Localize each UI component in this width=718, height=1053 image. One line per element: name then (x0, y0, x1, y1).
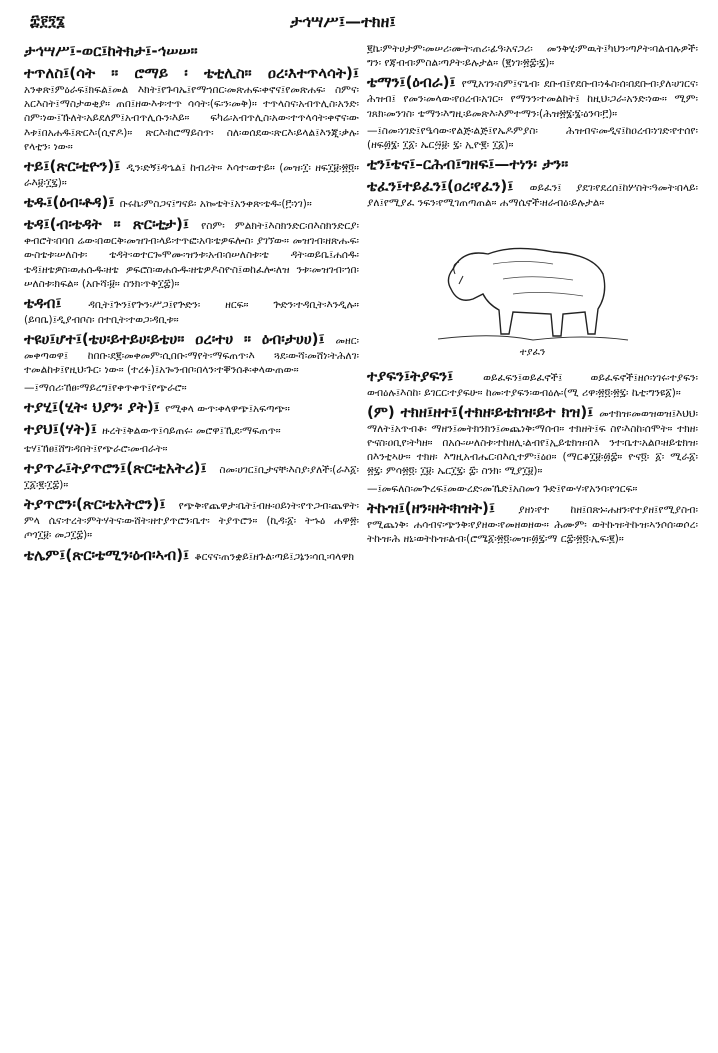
running-title: ታኅሣሥ፤—ተክዘ፤ (290, 12, 396, 31)
entry-definition: የሚቀላ ውጥ፡ቀላዋጭ፤አፍጣጭ። (165, 402, 290, 415)
entry-definition: —፤መፍለስ፡መጕረፍ፤መውረድ፡መኼድ፤አስመጎ ጉድ፤የውሃ፡የአንባ፡የጎርፍ። (367, 482, 638, 495)
entry-headword: ቴሌም፤(ጽር፡ቴሚን፡ዕብ፡ኣብ)፤ (24, 545, 195, 564)
entry-headword: ቴዳ፤(ብ፡ቴዳት ። ጽር፡ቲታ)፤ (24, 215, 202, 234)
dictionary-entry (24, 398, 359, 417)
entry-headword: ቴፈን፤ተይፈን፤(ዐረ፡የፈን)፤ (367, 177, 530, 196)
dictionary-entry (367, 367, 698, 400)
dictionary-entry (24, 330, 359, 377)
entry-definition: —፤ማሰሪ፡ኸፀ፡ማይረግ፤የቀጥቀጥ፤የጭራሮ። (24, 381, 187, 394)
page-number: ፰፻፺፮ (30, 12, 65, 30)
entry-headword: ታኅሣሥ፤-ወር፤ከትክታ፤-ኅሠሠ። (24, 42, 198, 60)
entry-definition: የስም፡ ምልክት፤እስክንድር፡በእስክንድርያ፡ቀብሮት፡በባበ ሬው፡በወርቅ፡መዝገብ፡ላይ፡ተጥፎ፡አባ፡ቴዎፍሎስ፡ ያገኘው። መዝገብ፡ዘጽሑፍ፡ውስቴቱ፡ሠለስቱ፡ ቴዳት፡ወተርጐሞሙ፡ዝንቱ፡አብ፡ሰሠለስቱ፡ቴ ዳት፡ወይቤ፤ሐሰዱ፡ቴዳ፤ዘቴዎስ፡ወሐሱዱ፡ዘቴ ዎፍሮስ፡ወሐሱዱ፡ዘቴዎዶስዮስ፤ወከፈሎ፡ለዝ ንቱ፡መዝገብ፡ኀበ፡ሠለስቱ፡ክፍል። (አቡሻ፡፱። ስንክ፡ጥቅ፲፰)። (24, 220, 359, 290)
dictionary-entry (367, 177, 698, 210)
dictionary-entry (24, 546, 359, 565)
entry-headword: ተያጥራ፤ትያጥሮን፤(ጽር፡ቲአትሪ)፤ (24, 459, 220, 478)
entry-headword: ቴማን፤(ዕብራ)፤ (367, 73, 462, 92)
entry-definition: ዲን፡ድኝ፤ዳኄል፤ ከብሪት። እሳተ፡ወተይ። (መዝ፡፲፡ ዘፍ፲፱፡፳፬። ራእ፱፡፲፯)። (24, 162, 359, 190)
dictionary-entry (367, 499, 698, 546)
dictionary-entry (24, 495, 359, 542)
entry-headword: ተያሂ፤(ሂት፡ ህያን፡ ያት)፤ (24, 397, 166, 416)
dictionary-entry (24, 42, 359, 61)
entry-definition: ወይፈን፤ ያደገ፡የደረሰ፤ከሦስት፡ዓመት፡በላይ፡ያለ፤የሚያፈ ንፍን፡የሚገጠጣጠል። ሐማሴኖች፡ዘራብዕ፡ይሉታል። (367, 182, 698, 210)
dictionary-entry (24, 64, 359, 154)
left-column (24, 42, 359, 568)
entry-headword: (ም) ተክዘ፤ዘተ፤(ተክዘ፡ይቴክዝ፡ይተ ክዝ)፤ (367, 402, 600, 421)
entry-definition: ቴሃ፤ኸፀ፤ሸግ፡ዳበት፤የጭራሮ፡መብራት። (24, 442, 168, 455)
entry-headword: ተያፍን፤ትያፍን፤ (367, 366, 484, 385)
dictionary-entry (367, 403, 698, 479)
entry-headword: ተያህ፤(ሃት)፤ (24, 419, 103, 438)
entry-definition: ስመ፡ሀገር፤ቢታናቸ፡እስያ፡ያለች፡(ራእ፩፡፲፩፡፪፡፲፰)። (24, 464, 359, 492)
entry-definition: ፪ኬ፡ምትሀታም፡መሠሪ፡ሙት፡ጠሪ፡ፊዓ፡አናጋሪ፡ መንቅሂ፡ምዉት፤ካህን፡ጣዖት፡ባልብሉዎች፡ግን፡ የጃብብ፡ምስል፡ጣዖት፡ይሉታል። (፪ነገ፡፳፰፡፯)። (367, 43, 698, 70)
right-column (367, 42, 698, 549)
calf-illustration (433, 214, 633, 344)
entry-definition: ዙረት፤ቅልውጥ፤ሳይጠሩ፡ መሮዋ፤ኺደ፡ማፍጠጥ። (102, 424, 281, 437)
dictionary-entry (24, 215, 359, 291)
calf-illustration-figure (367, 214, 698, 360)
dictionary-entry (24, 193, 359, 212)
entry-headword: ቲን፤ቴና፤–ርሕብ፤ግዘፍ፤—ተነን፡ ታን። (367, 155, 569, 174)
entry-headword: ተይ፤(ጽር፡ቲዮን)፤ (24, 157, 127, 176)
entry-definition: መተክዝ፡መወዝወዝ፤እህህ፡ማለት፤አጥብቆ፡ ማዘን፤መትክንክን፤መጨነቅ፡ማሰብ። ተክዘት፤ፍ ስየ፡እስከ፡ሰሞት። ተክዘ፡ዮናስ፡ዐቢየ፡ትካዘ። በአሱ፡ሠለስቱ፡ተከዘሊ፡ልብየ፤ኢይቴክዝ፡በእ ንተ፡ቤተ፡አልቦ፡ዘይቴክዝ፡በእንቲኣሁ። ተክዘ፡ እግዚአብሔር፡በእሲተም፡፤ዕዐ። (ማርቆ፲፱፡፴፰። ዮና፬፡ ፩፡ ሚራ፩፡ ፳፯፡ ምሳ፳፬፡ ፲፱፡ ኤር፲፯፡ ፰፡ ስንክ፡ ሚያ፲፱)። (367, 407, 698, 478)
dictionary-entry (367, 73, 698, 120)
entry-headword: ትኩዝ፤(ዘን፡ዘት፡ክዝት)፤ (367, 498, 519, 517)
dictionary-entry (24, 442, 359, 456)
dictionary-entry (24, 381, 359, 395)
entry-headword: ተጥለስ፤(ሳት ። ሮማይ ፡ ቴቲሊስ። ዐረ፡እተጥላሳት)፤ (24, 64, 359, 82)
entry-definition: ቡሩኬ፡ምስጋና፤ግናይ፡ አኰቴት፤አንቀጽ፡ቴዱ፡(፫፡ነገ)። (119, 198, 312, 211)
dictionary-entry (24, 459, 359, 492)
dictionary-entry (24, 294, 359, 327)
entry-headword: ቴዳብ፤ (24, 294, 89, 313)
entry-definition: ቆርናና፡ጠንቋይ፤ዘጉል፡ጣይ፤ጋኔን፡ሳቢ፡ባላዋክ (194, 550, 355, 563)
entry-definition: የጭቅ፡የጨዋታ፡ቤት፤ብዙ፡ዐይነት፡የጥጋብ፡ጨዋት፡ምላ ሴና፡ተረት፡ምትሃትና፡ውሸት፡ዘተያጥሮን፡ቤተ፡ ትያጥሮን። (ኪዳ፡፩፡ ትኁዕ ሐዋ፳፡ ጦጎ፲፱፡ መጋ፲፰)። (24, 500, 359, 542)
figure-caption: ተያፈን (519, 347, 546, 359)
dictionary-entry (367, 482, 698, 496)
entry-headword: ትያጥሮን፡(ጽር፡ቴአትሮን)፤ (24, 495, 179, 514)
dictionary-entry (367, 42, 698, 70)
dictionary-entry (367, 124, 698, 152)
entry-definition: ወይፈፍን፤ወይፈኖች፤ ወይፈፍኖች፤ዘሶ፡ነገሩ፡ተያፍን፡ወብዕሉ፤እስከ፡ ይገርር፡ተያፍሁ። ከመ፡ተያፍን፡ወብዕሉ፡(ሚ ሪዋ፡፳፬፡፳፯፡ ኬቲ፡ግንዩ፩)። (367, 371, 698, 399)
dictionary-entry (24, 420, 359, 439)
entry-headword: ቴዱ፤(ዕብ፡ቶዳ)፤ (24, 193, 120, 212)
entry-definition: ያዘነ፡የተ ከዘ፤በጽኑ፡ሐዘን፡የተያዘ፤የሚያስብ፡የሚጨነቅ፡ ሐሳብና፡ጭንቅ፡የያዘው፡የመዘወዘው። ሕሙም፡ ወትኩዝ፡ትኩዝ፡ኣንሶሰ፡ወሶረ፡ትኩዝ፡ሕ ዘኒ፡ወትኩዝ፡ልብ፡(ሮሜ፩፡፳፬፡መዝ፡፴፯፡ማ ር፰፡፳፬፡ኢፍ፡፪)። (367, 503, 698, 546)
entry-headword: ተዩሀ፤ሆተ፤(ቴሀ፡ይተይሀ፡ይቴሀ። ዐረ፡ተሀ ። ዕብ፡ታሀሀ)፤ (24, 330, 336, 349)
entry-definition: መዘር፡መቀጣወዋ፤ ከበቡ፡ደ፪፡መቀመም፡ሲበቡ፡ማየት፡ማፍጠጥ፡እ ጓደ፡ውሻ፡መሸነ፡ትሕለገ፡ተመልከቱ፤የዚህ፡ጉር፡ ነው። (ተረፉ)፤አጐንብቦ፡በላን፡ተቐንሰቶ፡ቀላውጠው። (24, 335, 359, 377)
dictionary-entry (24, 157, 359, 190)
dictionary-entry (367, 155, 698, 174)
entry-definition: አንቀጽ፤ምዕራፍ፤ክፍል፤መል እክት፤የጉባኤ፤የማኀበር፡መጽሐፍ፡ቀኖና፤የመጽሐፍ፡ ስምና፡አርእስት፤ማስታወቂያ። ጠበ፤ዘውእቱ፡ተጥ ሳሳት፡(ፍ፡ን፡መቅ)። ተጥላስና፡አብጥሊስ፡አንድ፡ ስም፡ነው፤ኹለት፡አይደለም፤አብጥሊሱን፡እይ። ፍካሬ፡አብጥሊስ፡አው፡ተጥላሳት፡ቀኖና፡ው እቱ፤በአሐዱ፤ጽርእ፡(ሲኖዶ)። ጽርእ፡ከሮማይስጥ፡ ስለ፡ወሰደው፡ጽርእ፡ይላል፤እንጂ፡ቃሉ፡የላቲን፡ ነው። (24, 84, 359, 153)
entry-definition: —፤ስመ፡ነገድ፤የዔሳው፡የልጅ፡ልጅ፤የኤዶምያስ፡ ሕዝብና፡መዲና፤ከዐረብ፡ነገድ፡የተሰየ፡(ዘፍ፴፮፡ ፲፩፡ ኤር፵፱፡ ፯፡ ኢዮ፪፡ ፲፩)። (367, 124, 698, 152)
entry-definition: የሚአገን፡ስም፤ናጌብ፡ ደቡብ፤የደቡብ፡ነፋስ፡ሰ፡በደቡብ፡ያለ፡ሀገርና፡ሕዝብ፤ የመን፡መላው፡የዐረብ፡አገር። የማንን፡ተመልከት፤ ከዚህ፡ጋራ፡አንድ፡ነው። ሚም፡ገጸክ፡መንገስ፡ ቴማን፡እግዚ፡ይመጽእ፡እምተማን፡(ሕዝ፳፮፡፮፡ዕንባ፡፫)። (367, 78, 698, 120)
entry-definition: ዳቢት፤ጕን፤የጕን፡ሥጋ፤የጕድን፡ ዘርፍ። ጕድን፡ተዳቢት፡እንዲሉ። (ይባቤ)፤ዲያብቦስ፡ በተቢት፡ተወጋ፡ዳቢቱ። (24, 299, 359, 327)
page-header (30, 12, 688, 36)
